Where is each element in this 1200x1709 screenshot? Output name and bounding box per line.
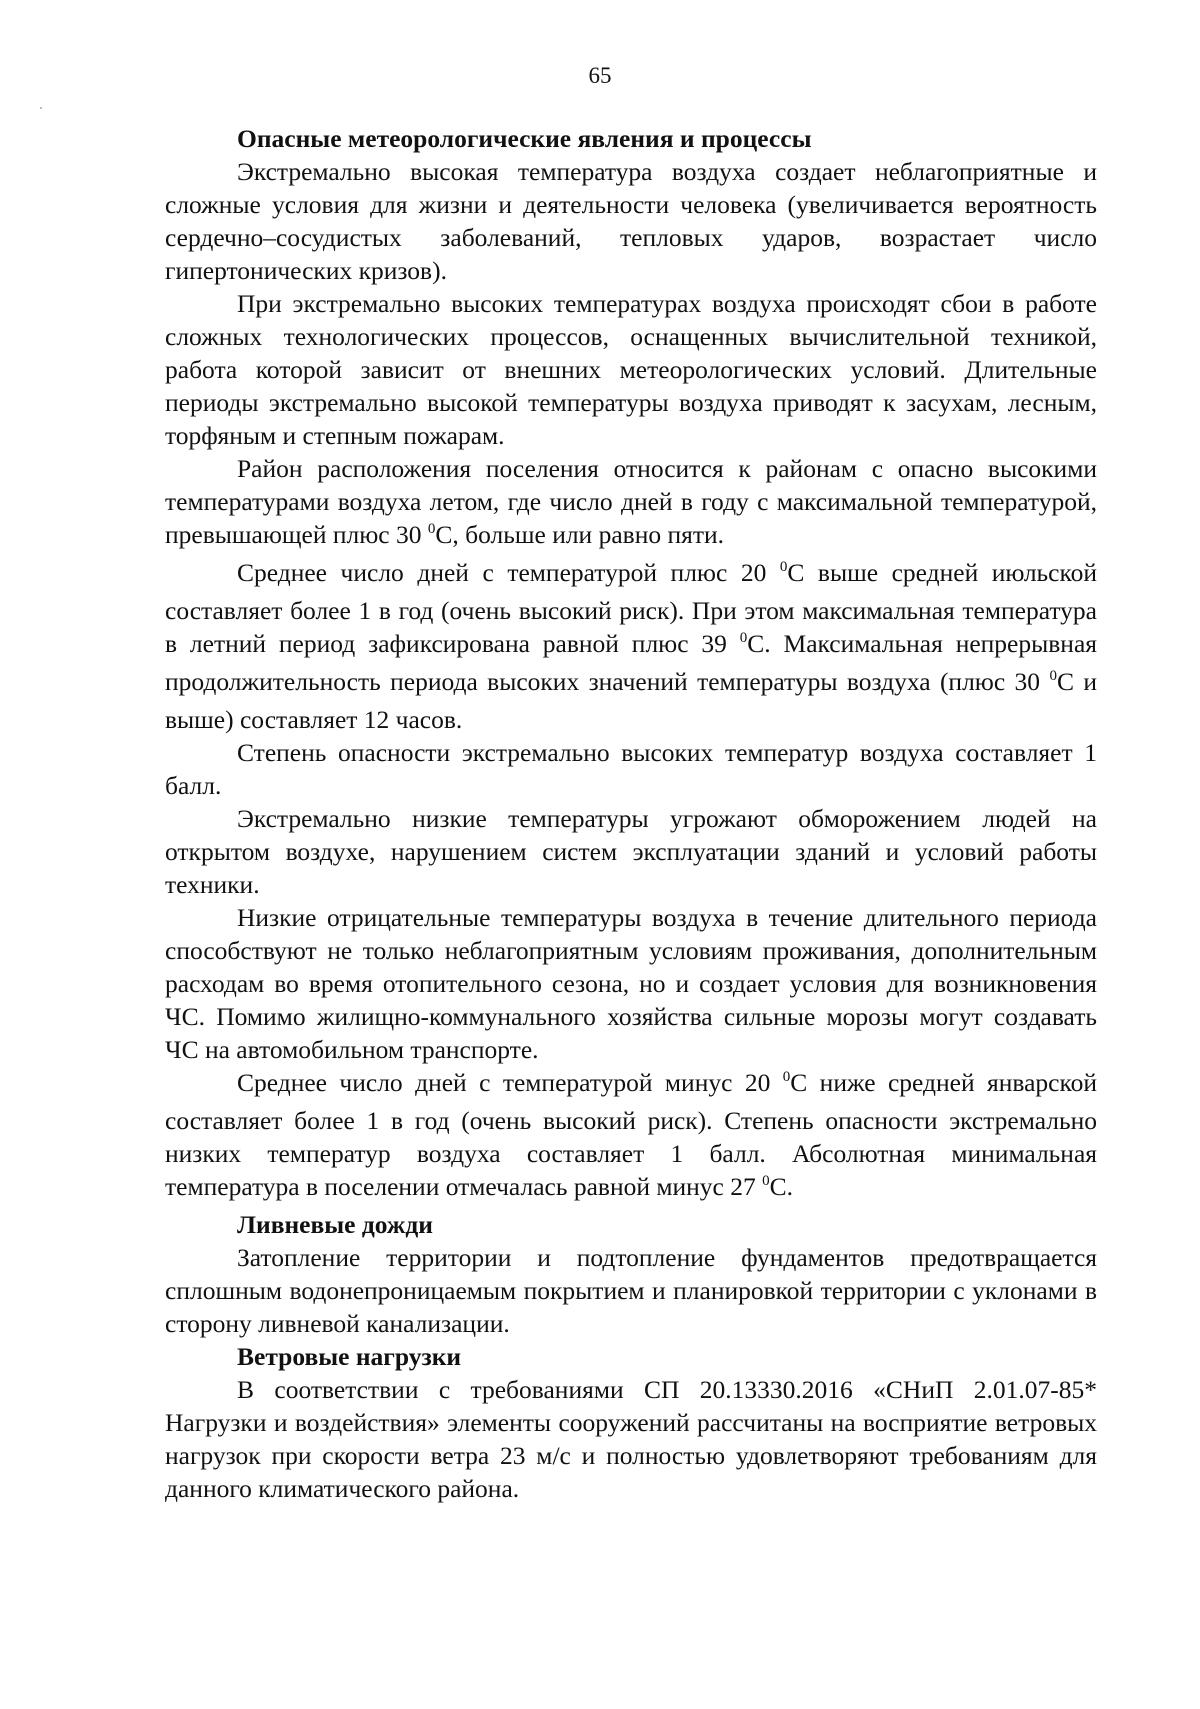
page-content bbox=[165, 122, 1097, 1505]
text-run: Среднее число дней с температурой плюс 20 bbox=[237, 558, 780, 587]
text-run: С и выше) составляет 12 часов. bbox=[165, 667, 1097, 734]
text-run: С выше средней июльской составляет более 1 в год (очень высокий риск). При этом максимальная температура в летний период зафиксирована равной плюс 39 bbox=[165, 558, 1097, 658]
scan-speck bbox=[40, 107, 42, 109]
text-run: С. bbox=[769, 1172, 793, 1201]
paragraph-average-days-hot bbox=[165, 556, 1097, 736]
paragraph-high-temp-effects: Экстремально высокая температура воздуха создает неблагоприятные и сложные условия для жизни и деятельности человека (увеличивается вероятность сердечно–сосудистых заболеваний, тепловых ударов, возрастает число гипертонических кризов). bbox=[165, 157, 1097, 285]
paragraph-region-location bbox=[165, 452, 1097, 556]
text-run: С, больше или равно пяти. bbox=[435, 520, 725, 549]
paragraph-wind-loads: В соответствии с требованиями СП 20.13330.2016 «СНиП 2.01.07-85* Нагрузки и воздействия» элементы сооружений рассчитаны на восприятие ветровых нагрузок при скорости ветра 23 м/с и полностью удовлетворяют требованиям для данного климатического района. bbox=[165, 1375, 1097, 1503]
text-run: С ниже средней январской составляет более 1 в год (очень высокий риск). Степень опасности экстремально низких температур воздуха составляет 1 балл. Абсолютная минимальная температура в поселении отмечалась равной минус 27 bbox=[165, 1068, 1097, 1201]
degree-superscript: 0 bbox=[739, 630, 748, 646]
section-heading-rain: Ливневые дожди bbox=[237, 1210, 433, 1239]
text-run: Район расположения поселения относится к районам с опасно высокими температурами воздуха летом, где число дней в году с максимальной температурой, превышающей плюс 30 bbox=[165, 454, 1097, 549]
degree-superscript: 0 bbox=[782, 1069, 791, 1085]
paragraph-tech-failures: При экстремально высоких температурах воздуха происходят сбои в работе сложных технологических процессов, оснащенных вычислительной техникой, работа которой зависит от внешних метеорологических условий. Длительные периоды экстремально высокой температуры воздуха приводят к засухам, лесным, торфяным и степным пожарам. bbox=[165, 289, 1097, 450]
paragraph-hazard-high: Степень опасности экстремально высоких температур воздуха составляет 1 балл. bbox=[165, 738, 1097, 800]
paragraph-average-days-cold bbox=[165, 1066, 1097, 1208]
text-run: С. Максимальная непрерывная продолжительность периода высоких значений температуры воздуха (плюс 30 bbox=[165, 629, 1097, 696]
section-heading-wind: Ветровые нагрузки bbox=[237, 1342, 462, 1371]
degree-superscript: 0 bbox=[779, 559, 788, 575]
text-run: Среднее число дней с температурой минус 20 bbox=[237, 1068, 783, 1097]
degree-superscript: 0 bbox=[427, 521, 436, 537]
paragraph-low-temp-period: Низкие отрицательные температуры воздуха в течение длительного периода способствуют не только неблагоприятным условиям проживания, дополнительным расходам во время отопительного сезона, но и создает условия для возникновения ЧС. Помимо жилищно-коммунального хозяйства сильные морозы могут создавать ЧС на автомобильном транспорте. bbox=[165, 903, 1097, 1064]
paragraph-low-temp-threats: Экстремально низкие температуры угрожают обморожением людей на открытом воздухе, нарушением систем эксплуатации зданий и условий работы техники. bbox=[165, 804, 1097, 899]
degree-superscript: 0 bbox=[762, 1173, 770, 1189]
page-number: 65 bbox=[588, 63, 612, 88]
degree-superscript: 0 bbox=[1049, 668, 1057, 684]
section-heading-meteorological: Опасные метеорологические явления и процессы bbox=[237, 124, 812, 153]
paragraph-rain-drainage: Затопление территории и подтопление фундаментов предотвращается сплошным водонепроницаемым покрытием и планировкой территории с уклонами в сторону ливневой канализации. bbox=[165, 1243, 1097, 1338]
